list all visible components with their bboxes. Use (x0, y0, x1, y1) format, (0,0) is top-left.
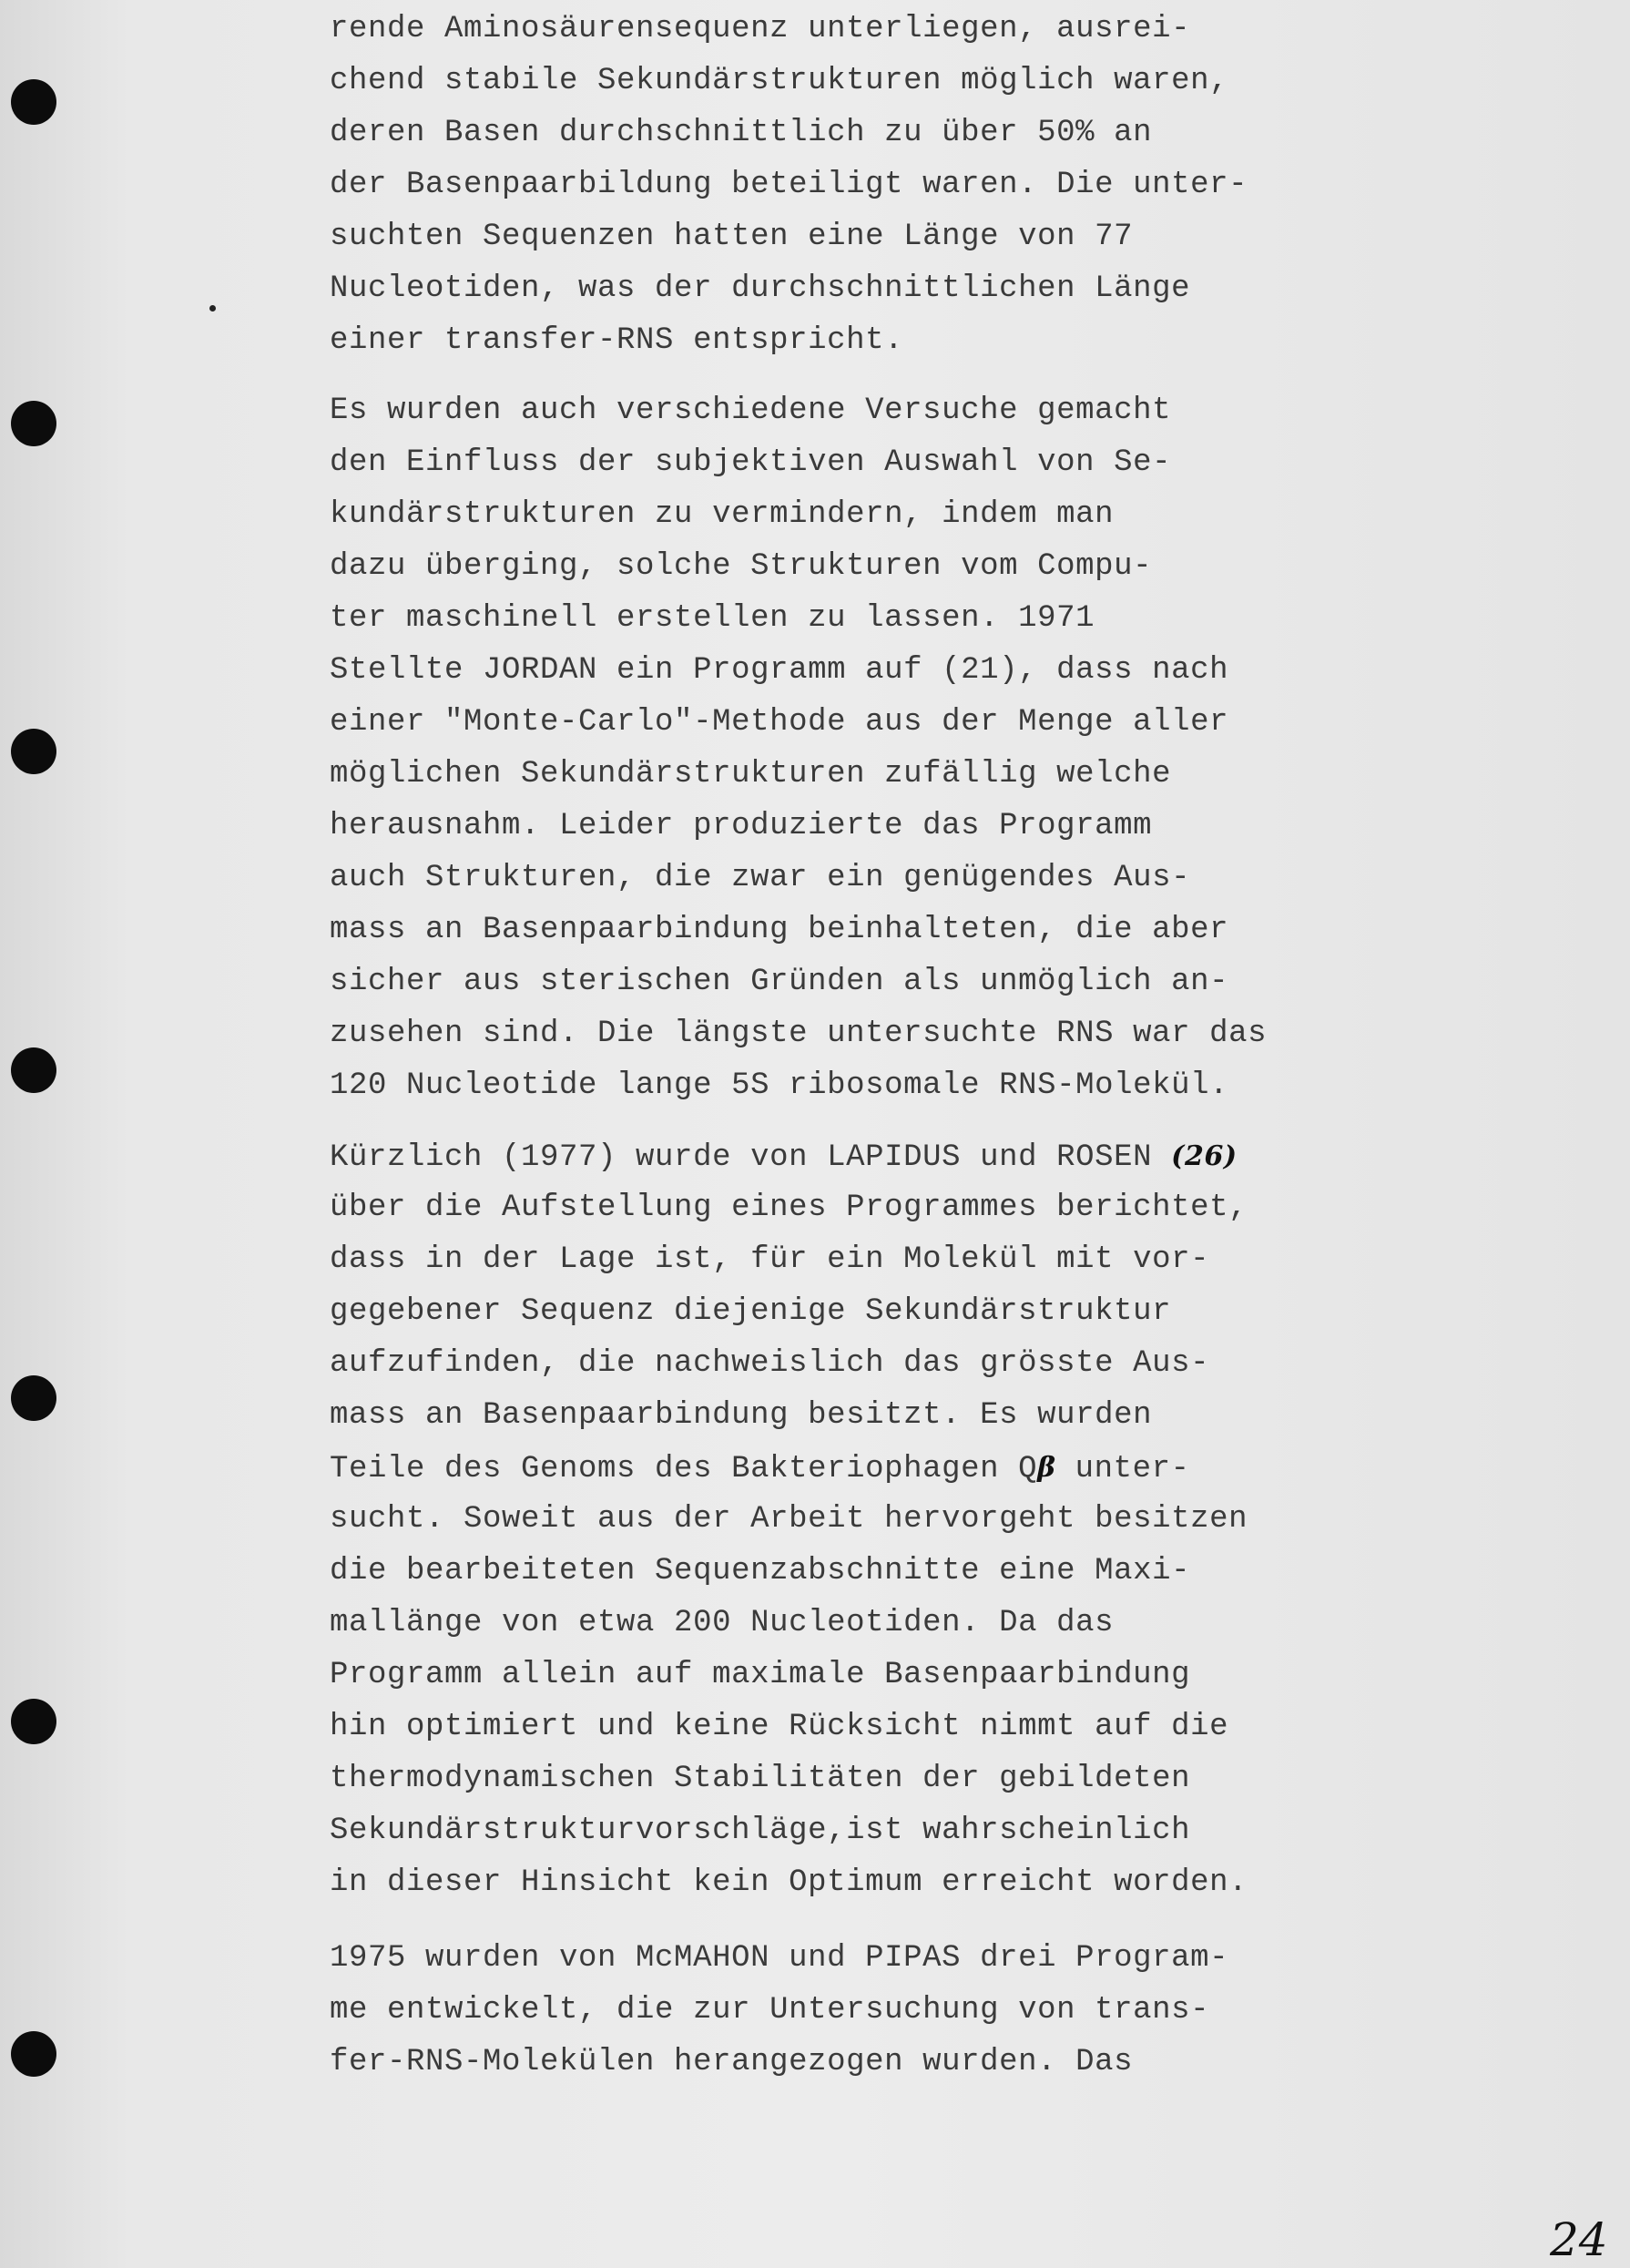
text-line: suchten Sequenzen hatten eine Länge von 77 (330, 220, 1134, 254)
handwritten-reference: (26) (1171, 1140, 1238, 1172)
text-line: auch Strukturen, die zwar ein genügendes Aus- (330, 861, 1191, 895)
text-line: gegebener Sequenz diejenige Sekundärstruktur (330, 1294, 1172, 1329)
text-line: hin optimiert und keine Rücksicht nimmt auf die (330, 1710, 1229, 1744)
punch-hole (11, 1375, 56, 1421)
punch-hole (11, 1699, 56, 1744)
text-line: dazu überging, solche Strukturen vom Compu- (330, 549, 1153, 584)
text-line: aufzufinden, die nachweislich das grösste Aus- (330, 1346, 1210, 1381)
text-line: mass an Basenpaarbindung besitzt. Es wurden (330, 1398, 1153, 1433)
text-line: sicher aus sterischen Gründen als unmöglich an- (330, 965, 1229, 999)
punch-hole (11, 729, 56, 774)
text-line: ter maschinell erstellen zu lassen. 1971 (330, 601, 1095, 636)
paragraph-4 (330, 1933, 1228, 2089)
text-line: thermodynamischen Stabilitäten der gebildeten (330, 1762, 1191, 1796)
text-line: Es wurden auch verschiedene Versuche gemacht (330, 393, 1172, 428)
text-segment: unter- (1055, 1452, 1190, 1486)
text-line: Programm allein auf maximale Basenpaarbindung (330, 1658, 1191, 1692)
text-line: 120 Nucleotide lange 5S ribosomale RNS-Molekül. (330, 1068, 1229, 1103)
text-line: sucht. Soweit aus der Arbeit hervorgeht besitzen (330, 1502, 1248, 1537)
text-segment: Kürzlich (1977) wurde von LAPIDUS und ROSEN (330, 1140, 1153, 1175)
text-segment: Teile des Genoms des Bakteriophagen Q (330, 1452, 1038, 1486)
paragraph-2 (330, 385, 1267, 1112)
text-line: me entwickelt, die zur Untersuchung von trans- (330, 1993, 1210, 2028)
text-line: möglichen Sekundärstrukturen zufällig welche (330, 757, 1172, 792)
text-line: der Basenpaarbildung beteiligt waren. Die unter- (330, 168, 1248, 202)
text-line: mallänge von etwa 200 Nucleotiden. Da das (330, 1606, 1115, 1640)
text-line: dass in der Lage ist, für ein Molekül mit vor- (330, 1242, 1210, 1277)
ink-speck (209, 305, 216, 312)
handwritten-beta: β (1037, 1452, 1056, 1484)
punch-hole (11, 401, 56, 446)
text-line: kundärstrukturen zu vermindern, indem man (330, 497, 1115, 532)
page-number: 24 (1550, 2213, 1608, 2266)
text-line (330, 1442, 1248, 1494)
text-line: deren Basen durchschnittlich zu über 50% an (330, 116, 1153, 150)
text-line: Sekundärstrukturvorschläge,ist wahrscheinlich (330, 1813, 1191, 1848)
text-line: zusehen sind. Die längste untersuchte RNS war das (330, 1017, 1268, 1051)
text-line: Stellte JORDAN ein Programm auf (21), dass nach (330, 653, 1229, 688)
punch-hole (11, 1047, 56, 1093)
text-line: Nucleotiden, was der durchschnittlichen Länge (330, 271, 1191, 306)
paragraph-3 (330, 1130, 1248, 1909)
punch-hole (11, 2031, 56, 2077)
text-line: 1975 wurden von McMAHON und PIPAS drei Program- (330, 1941, 1229, 1976)
text-line: mass an Basenpaarbindung beinhalteten, die aber (330, 913, 1229, 947)
text-line (330, 1130, 1248, 1182)
paragraph-1 (330, 4, 1248, 367)
text-line: einer transfer-RNS entspricht. (330, 323, 904, 358)
punch-hole (11, 79, 56, 125)
text-line: chend stabile Sekundärstrukturen möglich waren, (330, 64, 1229, 98)
text-line: über die Aufstellung eines Programmes berichtet, (330, 1190, 1248, 1225)
text-line: in dieser Hinsicht kein Optimum erreicht worden. (330, 1865, 1248, 1900)
text-line: einer "Monte-Carlo"-Methode aus der Menge aller (330, 705, 1229, 740)
text-line: die bearbeiteten Sequenzabschnitte eine Maxi- (330, 1554, 1191, 1589)
text-line: rende Aminosäurensequenz unterliegen, ausrei- (330, 12, 1191, 46)
text-line: den Einfluss der subjektiven Auswahl von Se- (330, 445, 1172, 480)
text-line: herausnahm. Leider produzierte das Programm (330, 809, 1153, 843)
text-line: fer-RNS-Molekülen herangezogen wurden. Das (330, 2045, 1134, 2079)
